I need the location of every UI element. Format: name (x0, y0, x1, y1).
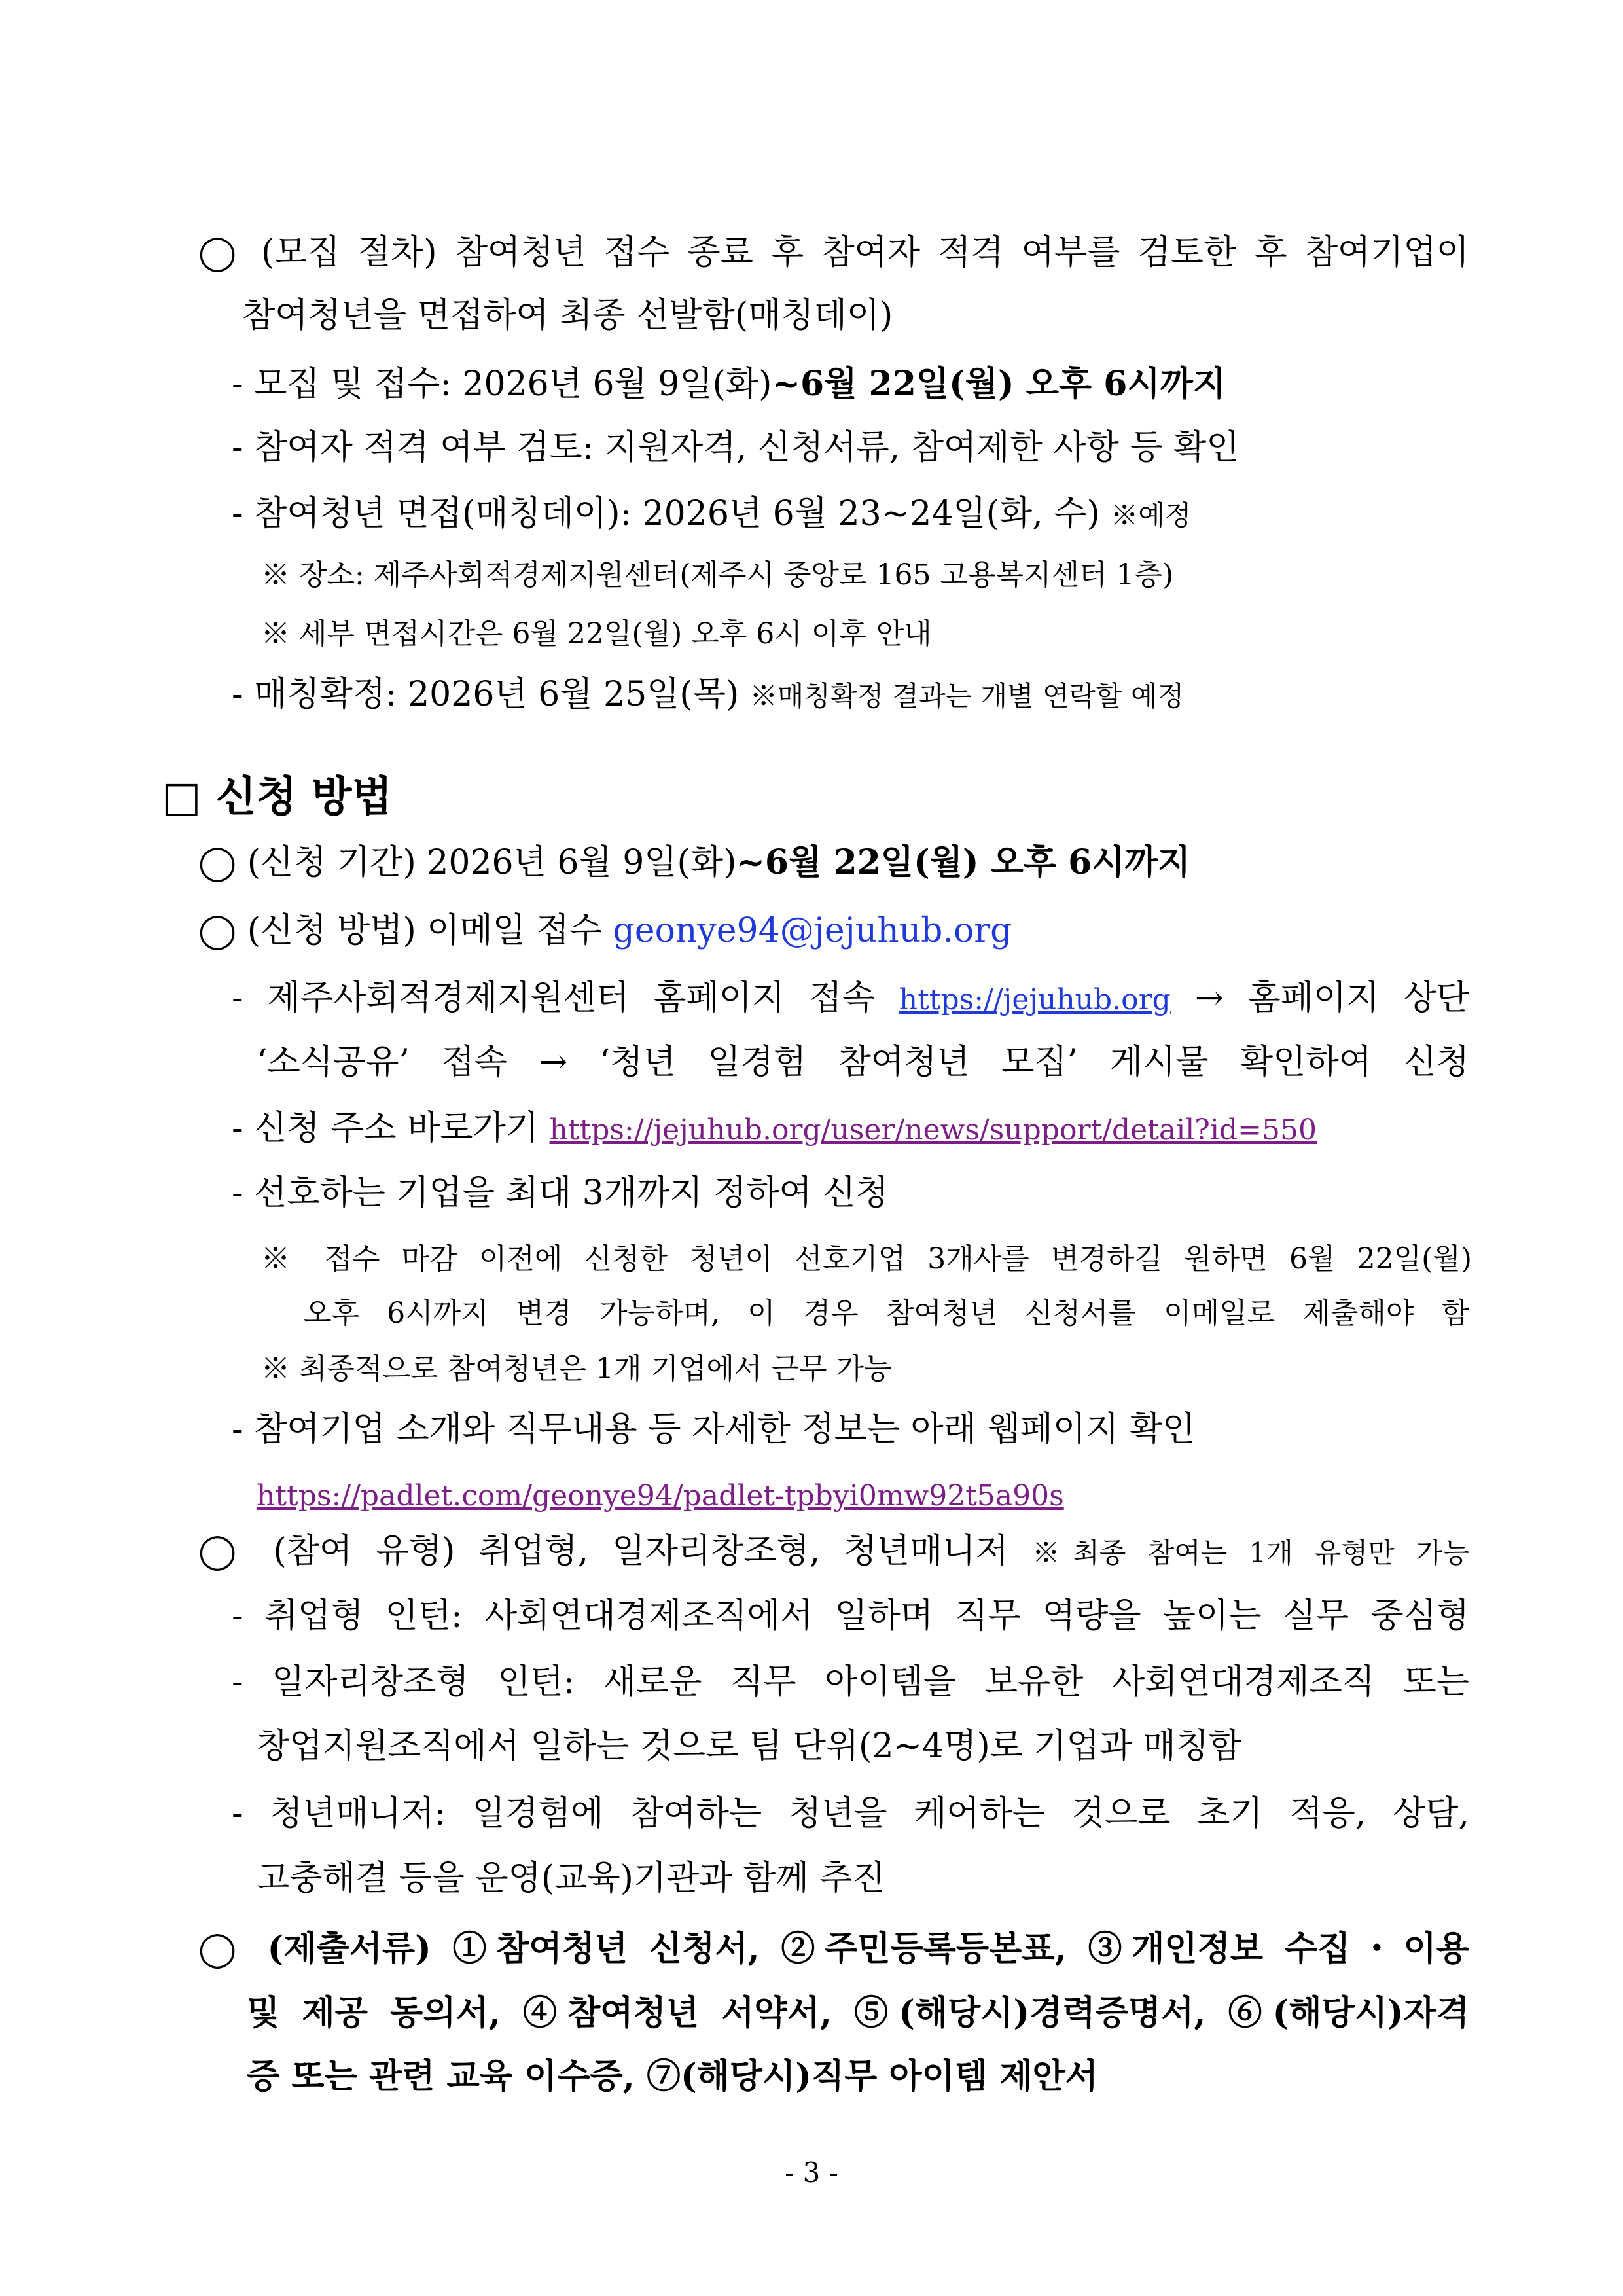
procedure-line-2 (242, 293, 1472, 338)
company-info-line (232, 1407, 1472, 1452)
matching-confirm-line (232, 672, 1472, 717)
procedure-line-1 (198, 230, 1469, 276)
homepage-line-2 (257, 1039, 1469, 1085)
participation-type-note: ※최종 참여는 1개 유형만 가능 (1032, 1537, 1469, 1569)
final-note-text: ※ 최종적으로 참여청년은 1개 기업에서 근무 가능 (261, 1352, 892, 1386)
application-period-line (198, 840, 1469, 886)
change-note-text-2: 오후 6시까지 변경 가능하며, 이 경우 참여청년 신청서를 이메일로 제출해야 함 (304, 1297, 1469, 1330)
employment-intern-line (232, 1593, 1469, 1639)
page-number: - 3 - (785, 2157, 838, 2189)
matching-confirm-text: - 매칭확정: 2026년 6월 25일(목) (232, 675, 740, 714)
job-creation-text-2: 창업지원조직에서 일하는 것으로 팀 단위(2~4명)로 기업과 매칭함 (257, 1727, 1242, 1766)
recruit-deadline-bold: ~6월 22일(월) 오후 6시까지 (772, 364, 1226, 404)
change-note-text-1: ※ 접수 마감 이전에 신청한 청년이 선호기업 3개사를 변경하길 원하면 6월 22일(월) (261, 1242, 1472, 1276)
documents-line-2 (247, 1990, 1469, 2036)
preference-text: - 선호하는 기업을 최대 3개까지 정하여 신청 (232, 1174, 889, 1213)
email-link[interactable]: geonye94@jejuhub.org (613, 911, 1012, 950)
interview-text: - 참여청년 면접(매칭데이): 2026년 6월 23~24일(화, 수) (232, 494, 1100, 533)
application-method-text: ◯ (신청 방법) 이메일 접수 (198, 911, 602, 950)
application-method-line (198, 908, 1469, 954)
change-note-line-1 (261, 1240, 1472, 1279)
preference-line (232, 1170, 1472, 1216)
documents-text-1: ◯ (제출서류) ①참여청년 신청서, ②주민등록등본표, ③개인정보 수집・이용 (198, 1929, 1469, 1969)
change-note-line-2 (304, 1294, 1469, 1333)
eligibility-review-line (232, 425, 1472, 471)
application-deadline-bold: ~6월 22일(월) 오후 6시까지 (736, 842, 1191, 882)
job-creation-line-2 (257, 1723, 1467, 1769)
application-period-text: ◯ (신청 기간) 2026년 6월 9일(화) (198, 843, 737, 882)
youth-manager-text-2: 고충해결 등을 운영(교육)기관과 함께 추진 (257, 1859, 885, 1898)
homepage-line-1 (232, 975, 1469, 1021)
interview-place-note (261, 556, 1472, 595)
youth-manager-text-1: - 청년매니저: 일경험에 참여하는 청년을 케어하는 것으로 초기 적응, 상담, (232, 1794, 1469, 1833)
shortcut-line (232, 1105, 1472, 1151)
shortcut-text: - 신청 주소 바로가기 (232, 1109, 539, 1148)
homepage-line-2-text: ‘소식공유’ 접속 → ‘청년 일경험 참여청년 모집’ 게시물 확인하여 신청 (257, 1043, 1469, 1082)
section-heading (162, 771, 816, 823)
padlet-link[interactable]: https://padlet.com/geonye94/padlet-tpbyi0mw92t5a90s (257, 1479, 1064, 1513)
youth-manager-line-1 (232, 1791, 1469, 1837)
participation-type-text: ◯ (참여 유형) 취업형, 일자리창조형, 청년매니저 (198, 1532, 1008, 1571)
section-heading-text: □ 신청 방법 (162, 772, 393, 821)
participation-type-line (198, 1528, 1469, 1574)
recruit-schedule-text: - 모집 및 접수: 2026년 6월 9일(화) (232, 365, 772, 404)
homepage-text: - 제주사회적경제지원센터 홈페이지 접속 (232, 978, 875, 1018)
company-info-text: - 참여기업 소개와 직무내용 등 자세한 정보는 아래 웹페이지 확인 (232, 1410, 1196, 1449)
recruit-schedule-line (232, 361, 1472, 407)
eligibility-review-text: - 참여자 적격 여부 검토: 지원자격, 신청서류, 참여제한 사항 등 확인 (232, 428, 1240, 467)
documents-line-1 (198, 1926, 1469, 1972)
homepage-link[interactable]: https://jejuhub.org (899, 983, 1171, 1016)
shortcut-link[interactable]: https://jejuhub.org/user/news/support/detail?id=550 (549, 1113, 1317, 1147)
documents-text-3: 증 또는 관련 교육 이수증, ⑦(해당시)직무 아이템 제안서 (247, 2056, 1098, 2096)
documents-text-2: 및 제공 동의서, ④참여청년 서약서, ⑤(해당시)경력증명서, ⑥(해당시)자격 (247, 1993, 1469, 2033)
interview-place-text: ※ 장소: 제주사회적경제지원센터(제주시 중앙로 165 고용복지센터 1층) (261, 558, 1174, 592)
youth-manager-line-2 (257, 1856, 1467, 1901)
documents-line-3 (247, 2054, 1469, 2100)
interview-line (232, 491, 1472, 537)
employment-intern-text: - 취업형 인턴: 사회연대경제조직에서 일하며 직무 역량을 높이는 실무 중심형 (232, 1596, 1469, 1636)
interview-time-text: ※ 세부 면접시간은 6월 22일(월) 오후 6시 이후 안내 (261, 617, 932, 651)
matching-confirm-note: ※매칭확정 결과는 개별 연락할 예정 (749, 680, 1185, 712)
procedure-text-2: 참여청년을 면접하여 최종 선발함(매칭데이) (242, 296, 893, 335)
procedure-text-1: ◯ (모집 절차) 참여청년 접수 종료 후 참여자 적격 여부를 검토한 후 참여기업이 (198, 233, 1469, 272)
job-creation-text-1: - 일자리창조형 인턴: 새로운 직무 아이템을 보유한 사회연대경제조직 또는 (232, 1662, 1469, 1702)
padlet-line (257, 1471, 1467, 1517)
job-creation-line-1 (232, 1659, 1469, 1705)
homepage-after-text: → 홈페이지 상단 (1194, 978, 1469, 1018)
final-note-line (261, 1350, 1472, 1389)
interview-time-note (261, 615, 1472, 654)
interview-note: ※예정 (1111, 499, 1192, 531)
